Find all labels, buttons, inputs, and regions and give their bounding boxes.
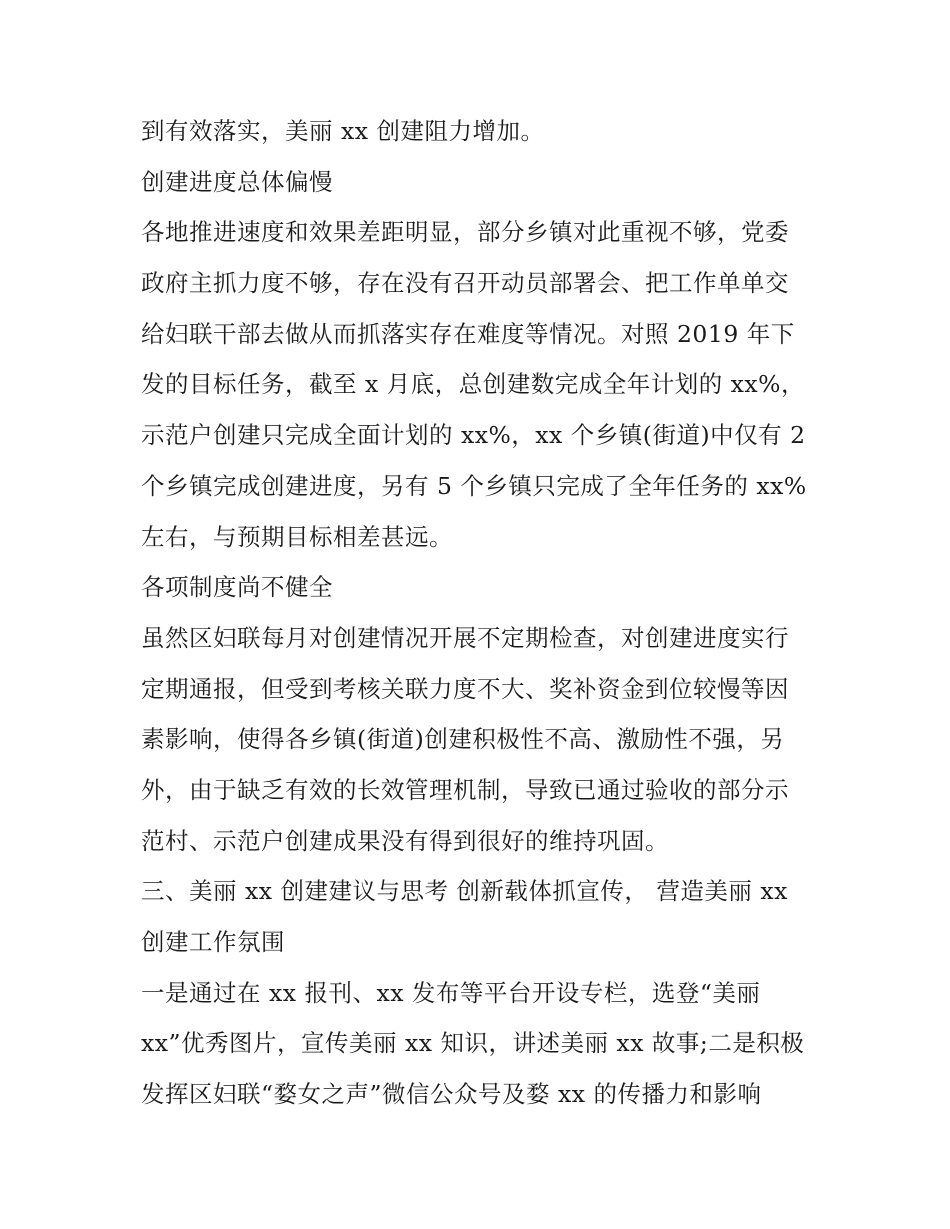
text-line: 给妇联干部去做从而抓落实存在难度等情况。对照 2019 年下	[141, 319, 795, 348]
text-line: 到有效落实，美丽 xx 创建阻力增加。	[141, 117, 545, 145]
text-line: 发挥区妇联“婺女之声”微信公众号及婺 xx 的传播力和影响	[141, 1080, 762, 1109]
text-line: 各地推进速度和效果差距明显，部分乡镇对此重视不够，党委	[141, 218, 789, 247]
text-line: 示范户创建只完成全面计划的 xx%，xx 个乡镇(街道)中仅有 2	[141, 421, 806, 450]
text-line: 发的目标任务，截至 x 月底，总创建数完成全年计划的 xx%，	[141, 370, 805, 399]
text-line: 定期通报，但受到考核关联力度不大、奖补资金到位较慢等因	[141, 674, 789, 703]
text-line: 虽然区妇联每月对创建情况开展不定期检查，对创建进度实行	[141, 623, 789, 652]
document-body	[141, 106, 821, 1120]
text-line: xx”优秀图片，宣传美丽 xx 知识，讲述美丽 xx 故事;二是积极	[141, 1029, 805, 1058]
section-heading-suggestions: 三、美丽 xx 创建建议与思考 创新载体抓宣传， 营造美丽 xx	[141, 877, 788, 906]
text-line: 政府主抓力度不够，存在没有召开动员部署会、把工作单单交	[141, 269, 789, 298]
section-heading-progress: 创建进度总体偏慢	[141, 167, 333, 196]
text-line: 个乡镇完成创建进度，另有 5 个乡镇只完成了全年任务的 xx%	[141, 471, 807, 500]
text-line: 素影响，使得各乡镇(街道)创建积极性不高、激励性不强，另	[141, 725, 785, 754]
text-line: 左右，与预期目标相差甚远。	[141, 522, 453, 551]
text-line: 一是通过在 xx 报刊、xx 发布等平台开设专栏，选登“美丽	[141, 978, 761, 1007]
text-line: 范村、示范户创建成果没有得到很好的维持巩固。	[141, 826, 669, 855]
text-line: 外，由于缺乏有效的长效管理机制，导致已通过验收的部分示	[141, 775, 789, 804]
section-heading-systems: 各项制度尚不健全	[141, 573, 333, 602]
section-heading-suggestions-cont: 创建工作氛围	[141, 928, 285, 956]
